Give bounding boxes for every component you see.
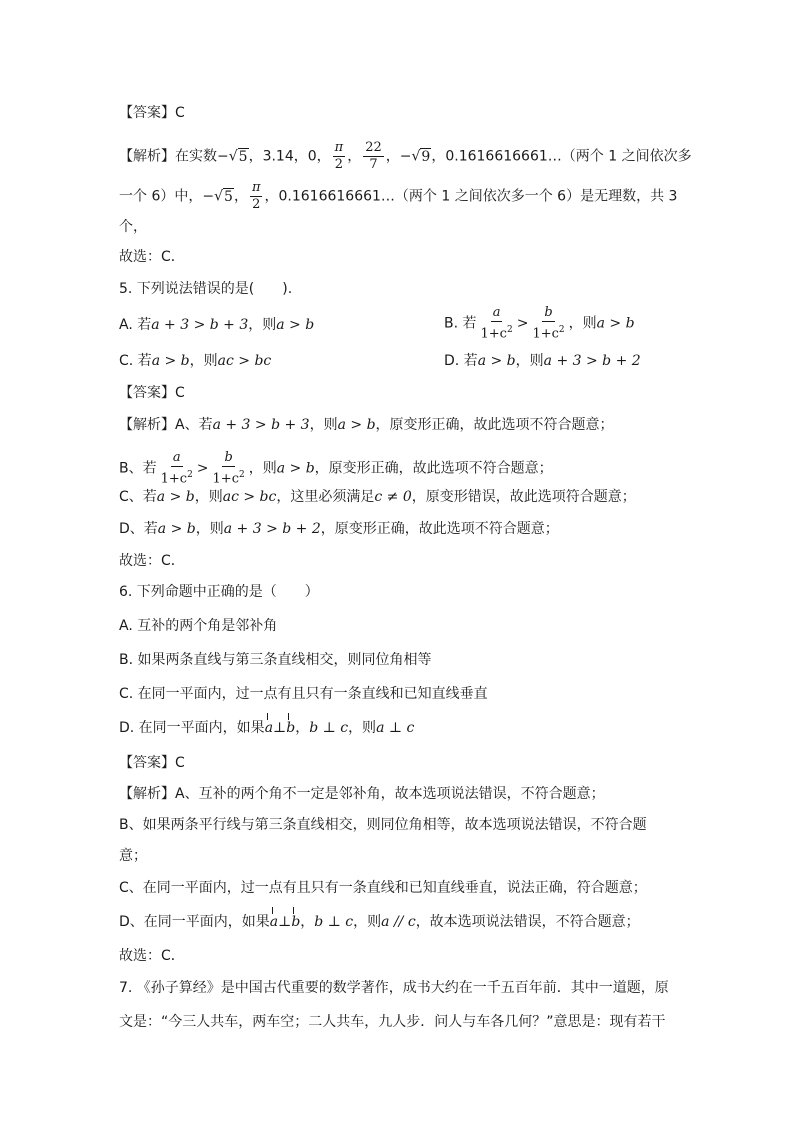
text: ， (385, 148, 400, 165)
q5-options-row1 (119, 305, 694, 342)
text: 在实数 (175, 148, 217, 165)
q5-option-a: A. 若a + 3 > b + 3，则a > b (119, 317, 315, 333)
q4-explanation-line1 (119, 140, 694, 173)
text: ， (233, 188, 248, 205)
q7-stem-line2: 文是：“今三人共车，两车空；二人共车，九人步．问人与车各几何？”意思是：现有若干 (119, 1014, 666, 1030)
q5-stem: 5. 下列说法错误的是( ). (119, 281, 293, 297)
q6-explanation-c: C、在同一平面内，过一点有且只有一条直线和已知直线垂直，说法正确，符合题意； (119, 880, 647, 896)
q6-option-b: B. 如果两条直线与第三条直线相交，则同位角相等 (119, 652, 432, 668)
q5-answer: 【答案】C (119, 385, 185, 401)
q5-explanation-b: B、若 $\frac{a}{1+c^2}$ > $\frac{b}{1+c^2}$ ，则a > b，原变形正确，故此选项不符合题意； (119, 450, 553, 487)
q4-answer: 【答案】C (119, 105, 185, 121)
q5-option-c: C. 若a > b，则ac > bc (119, 353, 272, 369)
q4-explanation-line3: 个， (119, 219, 147, 235)
q5-choice: 故选：C． (119, 553, 185, 569)
q6-answer: 【答案】C (119, 755, 185, 771)
fraction-22-over-7: $\frac{22}{7}$ (365, 140, 382, 172)
neg-sqrt-5: −√5 (217, 148, 248, 165)
q6-explanation-b-cont: 意； (119, 848, 147, 864)
text: ，0.1616616661…（两个 1 之间依次多 (431, 148, 692, 165)
q6-option-d: D. 在同一平面内，如果a⊥b，b ⊥ c，则a ⊥ c (119, 720, 415, 736)
q5-option-b: B. 若 $\frac{a}{1+c^2}$ > $\frac{b}{1+c^2}$ ，则a > b (444, 305, 635, 342)
q4-explanation-line2 (119, 180, 694, 213)
q6-explanation-d: D、在同一平面内，如果a⊥b，b ⊥ c，则a // c，故本选项说法错误，不符合题意； (119, 914, 640, 930)
explanation-tag: 【解析】 (119, 148, 175, 165)
text: ，3.14，0， (248, 148, 331, 165)
q5-explanation-d: D、若a > b，则a + 3 > b + 2，原变形正确，故此选项不符合题意； (119, 521, 559, 537)
q5-options-row2 (119, 351, 694, 371)
neg-sqrt-9: −√9 (399, 148, 431, 165)
q6-option-c: C. 在同一平面内，过一点有且只有一条直线和已知直线垂直 (119, 686, 488, 702)
q5-explanation-c: C、若a > b，则ac > bc，这里必须满足c ≠ 0，原变形错误，故此选项符合题意； (119, 489, 636, 505)
neg-sqrt-5: −√5 (202, 188, 233, 205)
text: ， (347, 148, 362, 165)
explanation-tag: 【解析】 (119, 786, 175, 802)
q4-choice: 故选：C． (119, 249, 185, 265)
fraction-pi-over-2: $\frac{\pi}{2}$ (334, 140, 344, 172)
q5-option-d: D. 若a > b，则a + 3 > b + 2 (444, 353, 641, 369)
fraction-pi-over-2: $\frac{\pi}{2}$ (251, 180, 261, 212)
q7-stem-line1: 7. 《孙子算经》是中国古代重要的数学著作，成书大约在一千五百年前．其中一道题，原 (119, 980, 669, 996)
q6-stem: 6. 下列命题中正确的是（ ） (119, 584, 319, 600)
text: ，0.1616616661…（两个 1 之间依次多一个 6）是无理数，共 3 (264, 188, 678, 205)
q6-choice: 故选：C． (119, 948, 185, 964)
explanation-tag: 【解析】 (119, 417, 175, 433)
q6-option-a: A. 互补的两个角是邻补角 (119, 618, 278, 634)
q6-explanation-a: 【解析】A、互补的两个角不一定是邻补角，故本选项说法错误，不符合题意； (119, 786, 605, 802)
text: 一个 6）中， (119, 188, 203, 205)
q5-explanation-a: 【解析】A、若a + 3 > b + 3，则a > b，原变形正确，故此选项不符合题意； (119, 417, 614, 433)
q6-explanation-b: B、如果两条平行线与第三条直线相交，则同位角相等，故本选项说法错误，不符合题 (119, 817, 647, 833)
